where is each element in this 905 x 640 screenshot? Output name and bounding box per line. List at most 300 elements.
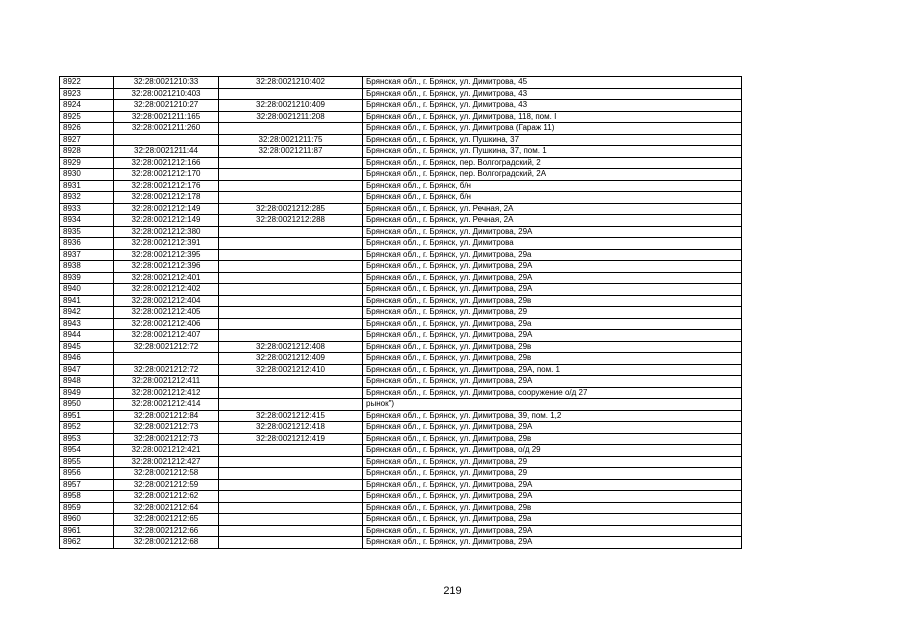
row-number-cell xyxy=(60,502,114,514)
table-row xyxy=(60,537,742,549)
cadastral-number-cell xyxy=(114,77,219,89)
cadastral-number-text: 32:28:0021212:401 xyxy=(131,272,201,282)
row-number-text: 8949 xyxy=(63,387,81,397)
registry-table xyxy=(59,76,742,549)
row-number-text: 8926 xyxy=(63,123,81,132)
address-cell xyxy=(363,341,742,353)
table-row xyxy=(60,100,742,112)
row-number-cell xyxy=(60,272,114,284)
cadastral-number-text: 32:28:0021212:178 xyxy=(131,192,201,201)
cadastral-number-cell xyxy=(114,399,219,411)
address-cell xyxy=(363,307,742,319)
object-cadastral-number-cell xyxy=(219,353,363,365)
address-text: Брянская обл., г. Брянск, ул. Димитрова xyxy=(366,238,514,247)
cadastral-number-cell xyxy=(114,364,219,376)
row-number-text: 8929 xyxy=(63,157,81,167)
row-number-cell xyxy=(60,203,114,215)
cadastral-number-text: 32:28:0021212:404 xyxy=(131,295,201,305)
table-row xyxy=(60,307,742,319)
row-number-text: 8925 xyxy=(63,111,81,121)
row-number-text: 8924 xyxy=(63,100,81,109)
address-text: Брянская обл., г. Брянск, ул. Димитрова, 29А xyxy=(366,525,533,535)
table-row xyxy=(60,238,742,250)
cadastral-number-cell xyxy=(114,456,219,468)
row-number-text: 8952 xyxy=(63,422,81,431)
address-text: Брянская обл., г. Брянск, ул. Димитрова, 29А, пом. 1 xyxy=(366,364,561,374)
row-number-text: 8961 xyxy=(63,525,81,535)
row-number-text: 8945 xyxy=(63,341,81,351)
address-text: Брянская обл., г. Брянск, пер. Волгоградский, 2 xyxy=(366,157,541,167)
address-cell xyxy=(363,203,742,215)
cadastral-number-text: 32:28:0021212:395 xyxy=(131,249,201,259)
row-number-cell xyxy=(60,295,114,307)
row-number-cell xyxy=(60,399,114,411)
address-cell xyxy=(363,445,742,457)
row-number-text: 8951 xyxy=(63,410,81,420)
table-row xyxy=(60,502,742,514)
row-number-text: 8959 xyxy=(63,502,81,512)
address-cell xyxy=(363,330,742,342)
cadastral-number-cell xyxy=(114,353,219,365)
table-row xyxy=(60,77,742,89)
address-cell xyxy=(363,525,742,537)
row-number-cell xyxy=(60,376,114,388)
address-cell xyxy=(363,387,742,399)
cadastral-number-cell xyxy=(114,468,219,480)
table-row xyxy=(60,203,742,215)
address-cell xyxy=(363,215,742,227)
row-number-cell xyxy=(60,100,114,112)
cadastral-number-cell xyxy=(114,146,219,158)
cadastral-number-cell xyxy=(114,295,219,307)
address-text: Брянская обл., г. Брянск, ул. Димитрова (Гараж 11) xyxy=(366,123,555,132)
cadastral-number-text: 32:28:0021212:407 xyxy=(131,330,201,339)
cadastral-number-text: 32:28:0021212:72 xyxy=(133,364,199,374)
row-number-cell xyxy=(60,353,114,365)
address-cell xyxy=(363,491,742,503)
cadastral-number-text: 32:28:0021212:65 xyxy=(133,514,199,523)
table-row xyxy=(60,88,742,100)
address-cell xyxy=(363,157,742,169)
row-number-cell xyxy=(60,134,114,146)
object-cadastral-number-text: 32:28:0021212:285 xyxy=(256,203,325,213)
row-number-text: 8942 xyxy=(63,307,81,316)
table-row xyxy=(60,376,742,388)
cadastral-number-cell xyxy=(114,341,219,353)
object-cadastral-number-text: 32:28:0021212:419 xyxy=(256,433,325,443)
table-row xyxy=(60,261,742,273)
row-number-text: 8953 xyxy=(63,433,81,443)
object-cadastral-number-cell xyxy=(219,468,363,480)
address-text: Брянская обл., г. Брянск, ул. Пушкина, 37, пом. 1 xyxy=(366,146,547,155)
object-cadastral-number-cell xyxy=(219,261,363,273)
table-row xyxy=(60,341,742,353)
row-number-text: 8946 xyxy=(63,353,81,362)
object-cadastral-number-cell xyxy=(219,88,363,100)
address-text: Брянская обл., г. Брянск, ул. Димитрова, 29А xyxy=(366,479,533,489)
row-number-text: 8935 xyxy=(63,226,81,236)
object-cadastral-number-cell xyxy=(219,203,363,215)
cadastral-number-cell xyxy=(114,502,219,514)
row-number-text: 8938 xyxy=(63,261,81,270)
address-cell xyxy=(363,295,742,307)
address-text: Брянская обл., г. Брянск, ул. Димитрова, 29А xyxy=(366,226,533,236)
table-row xyxy=(60,468,742,480)
address-text: Брянская обл., г. Брянск, ул. Речная, 2А xyxy=(366,215,514,224)
cadastral-number-text: 32:28:0021212:72 xyxy=(133,341,199,351)
row-number-text: 8941 xyxy=(63,295,81,305)
row-number-cell xyxy=(60,422,114,434)
row-number-cell xyxy=(60,456,114,468)
address-text: Брянская обл., г. Брянск, ул. Димитрова, 118, пом. I xyxy=(366,111,557,121)
address-text: Брянская обл., г. Брянск, ул. Димитрова, 29А xyxy=(366,330,533,339)
address-text: Брянская обл., г. Брянск, ул. Димитрова, 29А xyxy=(366,284,533,293)
address-text: Брянская обл., г. Брянск, ул. Димитрова, 29в xyxy=(366,353,532,362)
address-text: Брянская обл., г. Брянск, ул. Димитрова, 29в xyxy=(366,341,532,351)
cadastral-number-text: 32:28:0021212:166 xyxy=(131,157,201,167)
cadastral-number-cell xyxy=(114,525,219,537)
address-text: Брянская обл., г. Брянск, ул. Димитрова, сооружение о/д 27 xyxy=(366,387,588,397)
row-number-text: 8923 xyxy=(63,88,81,98)
cadastral-number-text: 32:28:0021212:414 xyxy=(131,399,201,408)
cadastral-number-cell xyxy=(114,203,219,215)
row-number-cell xyxy=(60,238,114,250)
row-number-text: 8922 xyxy=(63,77,81,86)
object-cadastral-number-cell xyxy=(219,445,363,457)
object-cadastral-number-text: 32:28:0021211:208 xyxy=(256,111,325,121)
cadastral-number-cell xyxy=(114,88,219,100)
object-cadastral-number-text: 32:28:0021212:409 xyxy=(256,353,325,362)
row-number-text: 8950 xyxy=(63,399,81,408)
object-cadastral-number-cell xyxy=(219,410,363,422)
cadastral-number-cell xyxy=(114,514,219,526)
object-cadastral-number-cell xyxy=(219,226,363,238)
address-text: Брянская обл., г. Брянск, ул. Димитрова, 29 xyxy=(366,307,528,316)
cadastral-number-cell xyxy=(114,100,219,112)
address-cell xyxy=(363,284,742,296)
address-text: Брянская обл., г. Брянск, ул. Димитрова, 29А xyxy=(366,272,533,282)
cadastral-number-text: 32:28:0021212:62 xyxy=(133,491,199,500)
cadastral-number-cell xyxy=(114,284,219,296)
address-cell xyxy=(363,410,742,422)
row-number-cell xyxy=(60,387,114,399)
object-cadastral-number-cell xyxy=(219,376,363,388)
cadastral-number-text: 32:28:0021212:405 xyxy=(131,307,201,316)
address-cell xyxy=(363,261,742,273)
row-number-cell xyxy=(60,525,114,537)
cadastral-number-cell xyxy=(114,445,219,457)
table-row xyxy=(60,180,742,192)
address-cell xyxy=(363,226,742,238)
table-row xyxy=(60,134,742,146)
address-text: Брянская обл., г. Брянск, ул. Димитрова, 29А xyxy=(366,537,533,546)
cadastral-number-cell xyxy=(114,261,219,273)
table-row xyxy=(60,353,742,365)
row-number-cell xyxy=(60,180,114,192)
object-cadastral-number-cell xyxy=(219,157,363,169)
table-row xyxy=(60,226,742,238)
row-number-text: 8957 xyxy=(63,479,81,489)
table-row xyxy=(60,249,742,261)
object-cadastral-number-cell xyxy=(219,318,363,330)
object-cadastral-number-text: 32:28:0021210:402 xyxy=(256,77,325,86)
object-cadastral-number-cell xyxy=(219,180,363,192)
table-row xyxy=(60,514,742,526)
table-row xyxy=(60,387,742,399)
object-cadastral-number-cell xyxy=(219,479,363,491)
address-text: Брянская обл., г. Брянск, ул. Пушкина, 37 xyxy=(366,134,520,144)
object-cadastral-number-cell xyxy=(219,295,363,307)
table-row xyxy=(60,479,742,491)
address-cell xyxy=(363,146,742,158)
object-cadastral-number-cell xyxy=(219,284,363,296)
object-cadastral-number-text: 32:28:0021212:288 xyxy=(256,215,325,224)
object-cadastral-number-cell xyxy=(219,537,363,549)
row-number-text: 8948 xyxy=(63,376,81,385)
address-cell xyxy=(363,364,742,376)
cadastral-number-cell xyxy=(114,330,219,342)
cadastral-number-text: 32:28:0021210:27 xyxy=(133,100,199,109)
cadastral-number-cell xyxy=(114,410,219,422)
cadastral-number-text: 32:28:0021212:421 xyxy=(131,445,201,454)
row-number-cell xyxy=(60,491,114,503)
row-number-text: 8933 xyxy=(63,203,81,213)
address-text: Брянская обл., г. Брянск, ул. Димитрова, 29А xyxy=(366,376,533,385)
cadastral-number-cell xyxy=(114,180,219,192)
cadastral-number-text: 32:28:0021211:165 xyxy=(131,111,201,121)
row-number-cell xyxy=(60,249,114,261)
row-number-cell xyxy=(60,445,114,457)
address-text: Брянская обл., г. Брянск, б/н xyxy=(366,180,471,190)
cadastral-number-cell xyxy=(114,376,219,388)
address-cell xyxy=(363,123,742,135)
row-number-cell xyxy=(60,468,114,480)
address-cell xyxy=(363,77,742,89)
address-text: Брянская обл., г. Брянск, ул. Димитрова, 29А xyxy=(366,422,533,431)
cadastral-number-cell xyxy=(114,123,219,135)
address-text: Брянская обл., г. Брянск, ул. Димитрова, 43 xyxy=(366,88,528,98)
registry-table-body xyxy=(60,77,742,549)
cadastral-number-cell xyxy=(114,272,219,284)
table-row xyxy=(60,111,742,123)
table-row xyxy=(60,491,742,503)
cadastral-number-text: 32:28:0021212:411 xyxy=(131,376,201,385)
cadastral-number-cell xyxy=(114,249,219,261)
cadastral-number-text: 32:28:0021212:406 xyxy=(131,318,201,328)
address-text: Брянская обл., г. Брянск, пер. Волгоградский, 2А xyxy=(366,169,547,178)
row-number-cell xyxy=(60,341,114,353)
row-number-text: 8958 xyxy=(63,491,81,500)
row-number-cell xyxy=(60,123,114,135)
object-cadastral-number-text: 32:28:0021210:409 xyxy=(256,100,325,109)
object-cadastral-number-cell xyxy=(219,123,363,135)
object-cadastral-number-cell xyxy=(219,77,363,89)
cadastral-number-text: 32:28:0021212:64 xyxy=(133,502,199,512)
cadastral-number-text: 32:28:0021212:149 xyxy=(131,215,201,224)
address-text: Брянская обл., г. Брянск, ул. Димитрова, 29а xyxy=(366,249,532,259)
cadastral-number-text: 32:28:0021210:403 xyxy=(131,88,201,98)
object-cadastral-number-text: 32:28:0021212:410 xyxy=(256,364,325,374)
address-text: Брянская обл., г. Брянск, ул. Димитрова, 29а xyxy=(366,318,532,328)
cadastral-number-text: 32:28:0021212:68 xyxy=(133,537,199,546)
cadastral-number-cell xyxy=(114,537,219,549)
row-number-cell xyxy=(60,111,114,123)
cadastral-number-cell xyxy=(114,169,219,181)
row-number-text: 8954 xyxy=(63,445,81,454)
address-text: Брянская обл., г. Брянск, б/н xyxy=(366,192,471,201)
address-text: Брянская обл., г. Брянск, ул. Димитрова, 29в xyxy=(366,433,532,443)
cadastral-number-text: 32:28:0021212:73 xyxy=(133,422,199,431)
row-number-text: 8940 xyxy=(63,284,81,293)
cadastral-number-cell xyxy=(114,433,219,445)
address-cell xyxy=(363,192,742,204)
page-number: 219 xyxy=(443,585,462,597)
cadastral-number-text: 32:28:0021210:33 xyxy=(133,77,199,86)
object-cadastral-number-cell xyxy=(219,387,363,399)
row-number-cell xyxy=(60,146,114,158)
cadastral-number-cell xyxy=(114,134,219,146)
cadastral-number-text: 32:28:0021212:391 xyxy=(131,238,201,247)
address-cell xyxy=(363,514,742,526)
object-cadastral-number-cell xyxy=(219,134,363,146)
address-text: Брянская обл., г. Брянск, ул. Димитрова, 29 xyxy=(366,468,528,477)
object-cadastral-number-cell xyxy=(219,456,363,468)
cadastral-number-text: 32:28:0021211:260 xyxy=(131,123,201,132)
cadastral-number-cell xyxy=(114,318,219,330)
row-number-text: 8939 xyxy=(63,272,81,282)
row-number-text: 8960 xyxy=(63,514,81,523)
cadastral-number-text: 32:28:0021212:149 xyxy=(131,203,201,213)
address-cell xyxy=(363,502,742,514)
object-cadastral-number-cell xyxy=(219,491,363,503)
row-number-cell xyxy=(60,479,114,491)
cadastral-number-cell xyxy=(114,307,219,319)
cadastral-number-text: 32:28:0021212:176 xyxy=(131,180,201,190)
address-text: Брянская обл., г. Брянск, ул. Димитрова, 29а xyxy=(366,514,532,523)
address-cell xyxy=(363,134,742,146)
cadastral-number-cell xyxy=(114,491,219,503)
address-cell xyxy=(363,376,742,388)
row-number-cell xyxy=(60,364,114,376)
table-row xyxy=(60,192,742,204)
address-text: Брянская обл., г. Брянск, ул. Димитрова, о/д 29 xyxy=(366,445,541,454)
object-cadastral-number-text: 32:28:0021212:415 xyxy=(256,410,325,420)
object-cadastral-number-cell xyxy=(219,238,363,250)
table-row xyxy=(60,410,742,422)
cadastral-number-cell xyxy=(114,111,219,123)
cadastral-number-cell xyxy=(114,238,219,250)
row-number-text: 8956 xyxy=(63,468,81,477)
row-number-cell xyxy=(60,261,114,273)
table-row xyxy=(60,146,742,158)
cadastral-number-cell xyxy=(114,157,219,169)
row-number-text: 8936 xyxy=(63,238,81,247)
address-cell xyxy=(363,353,742,365)
address-cell xyxy=(363,479,742,491)
table-row xyxy=(60,169,742,181)
object-cadastral-number-cell xyxy=(219,111,363,123)
object-cadastral-number-cell xyxy=(219,399,363,411)
object-cadastral-number-cell xyxy=(219,272,363,284)
cadastral-number-text: 32:28:0021212:73 xyxy=(133,433,199,443)
address-cell xyxy=(363,169,742,181)
cadastral-number-text: 32:28:0021212:66 xyxy=(133,525,199,535)
object-cadastral-number-cell xyxy=(219,215,363,227)
cadastral-number-cell xyxy=(114,215,219,227)
address-text: Брянская обл., г. Брянск, ул. Димитрова, 39, пом. 1,2 xyxy=(366,410,562,420)
address-text: Брянская обл., г. Брянск, ул. Димитрова, 29А xyxy=(366,491,533,500)
object-cadastral-number-text: 32:28:0021212:408 xyxy=(256,341,325,351)
object-cadastral-number-cell xyxy=(219,341,363,353)
object-cadastral-number-text: 32:28:0021211:87 xyxy=(258,146,323,155)
object-cadastral-number-cell xyxy=(219,146,363,158)
row-number-cell xyxy=(60,192,114,204)
row-number-cell xyxy=(60,537,114,549)
address-cell xyxy=(363,468,742,480)
table-row xyxy=(60,330,742,342)
row-number-cell xyxy=(60,157,114,169)
row-number-text: 8932 xyxy=(63,192,81,201)
table-row xyxy=(60,272,742,284)
row-number-text: 8931 xyxy=(63,180,81,190)
address-cell xyxy=(363,249,742,261)
table-row xyxy=(60,123,742,135)
address-cell xyxy=(363,537,742,549)
row-number-cell xyxy=(60,330,114,342)
row-number-text: 8928 xyxy=(63,146,81,155)
object-cadastral-number-text: 32:28:0021211:75 xyxy=(258,134,323,144)
object-cadastral-number-text: 32:28:0021212:418 xyxy=(256,422,325,431)
object-cadastral-number-cell xyxy=(219,330,363,342)
cadastral-number-text: 32:28:0021212:170 xyxy=(131,169,201,178)
row-number-text: 8927 xyxy=(63,134,81,144)
table-row xyxy=(60,456,742,468)
address-cell xyxy=(363,272,742,284)
table-row xyxy=(60,399,742,411)
row-number-cell xyxy=(60,284,114,296)
row-number-text: 8930 xyxy=(63,169,81,178)
row-number-cell xyxy=(60,410,114,422)
cadastral-number-text: 32:28:0021212:58 xyxy=(133,468,199,477)
row-number-cell xyxy=(60,307,114,319)
row-number-cell xyxy=(60,169,114,181)
table-row xyxy=(60,433,742,445)
address-cell xyxy=(363,456,742,468)
address-text: Брянская обл., г. Брянск, ул. Димитрова, 45 xyxy=(366,77,528,86)
table-row xyxy=(60,215,742,227)
table-row xyxy=(60,284,742,296)
cadastral-number-text: 32:28:0021211:44 xyxy=(134,146,198,155)
object-cadastral-number-cell xyxy=(219,169,363,181)
row-number-text: 8934 xyxy=(63,215,81,224)
address-text: Брянская обл., г. Брянск, ул. Димитрова, 29 xyxy=(366,456,528,466)
row-number-cell xyxy=(60,514,114,526)
table-row xyxy=(60,525,742,537)
object-cadastral-number-cell xyxy=(219,249,363,261)
address-cell xyxy=(363,318,742,330)
object-cadastral-number-cell xyxy=(219,192,363,204)
cadastral-number-text: 32:28:0021212:380 xyxy=(131,226,201,236)
address-cell xyxy=(363,422,742,434)
row-number-cell xyxy=(60,226,114,238)
object-cadastral-number-cell xyxy=(219,525,363,537)
object-cadastral-number-cell xyxy=(219,422,363,434)
cadastral-number-text: 32:28:0021212:402 xyxy=(131,284,201,293)
address-cell xyxy=(363,100,742,112)
row-number-cell xyxy=(60,318,114,330)
table-row xyxy=(60,445,742,457)
address-text: Брянская обл., г. Брянск, ул. Димитрова, 29в xyxy=(366,295,532,305)
